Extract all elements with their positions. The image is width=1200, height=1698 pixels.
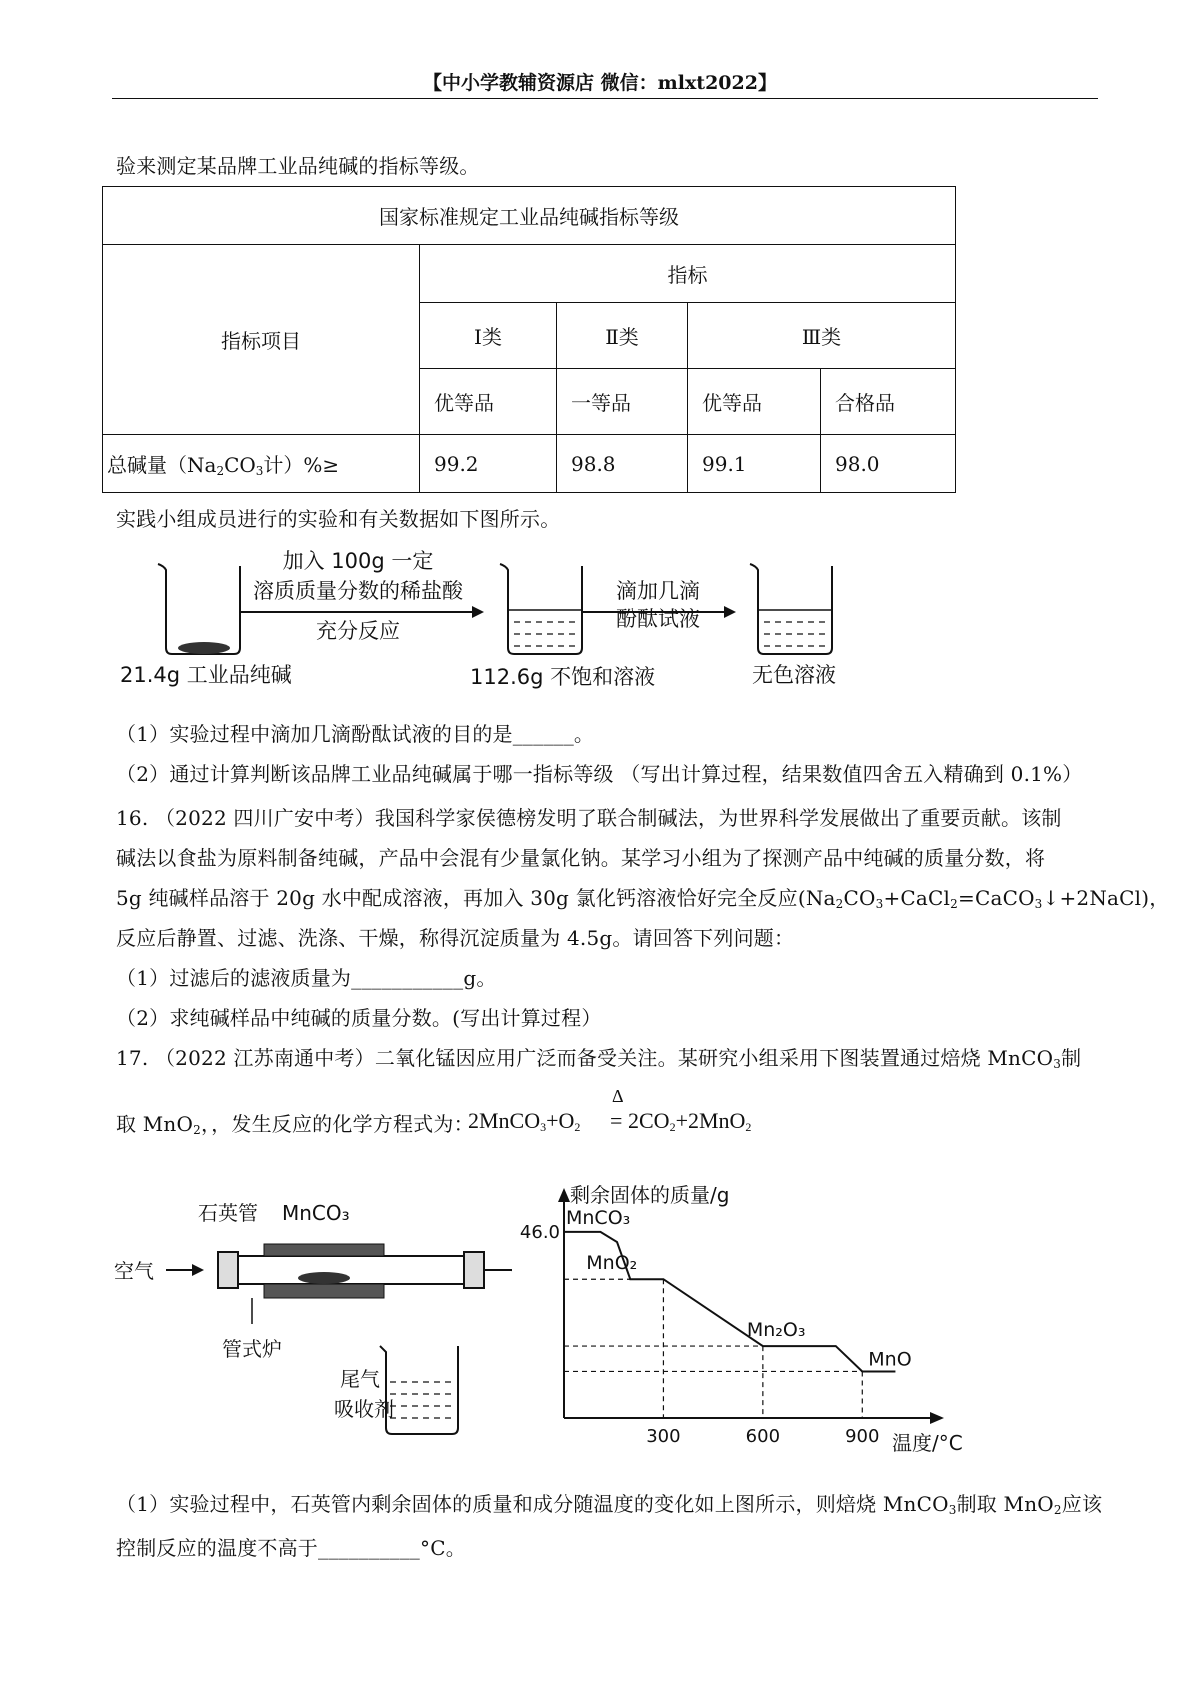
intro-text: 验来测定某品牌工业品纯碱的指标等级。 bbox=[116, 154, 480, 178]
apparatus-diagram bbox=[112, 1196, 512, 1446]
q17-part2: 控制反应的温度不高于__________°C。 bbox=[116, 1536, 466, 1560]
equals-sign: = bbox=[610, 1108, 623, 1133]
row-label: 总碱量（$Na_2CO_3$计）%≥ bbox=[103, 435, 420, 493]
value-cell: 99.2 bbox=[420, 435, 557, 493]
beaker-3 bbox=[750, 564, 832, 654]
grade-cell: 一等品 bbox=[557, 369, 688, 435]
grade-cell: 优等品 bbox=[420, 369, 557, 435]
value-cell: 98.8 bbox=[557, 435, 688, 493]
table-title: 国家标准规定工业品纯碱指标等级 bbox=[103, 187, 956, 245]
q17-part1: （1）实验过程中，石英管内剩余固体的质量和成分随温度的变化如上图所示，则焙烧 MnCO$_3$制取 MnO$_2$应该 bbox=[116, 1492, 1103, 1517]
value-cell: 98.0 bbox=[821, 435, 956, 493]
arrow1-line2: 溶质质量分数的稀盐酸 bbox=[253, 579, 463, 603]
q15-part2: （2）通过计算判断该品牌工业品纯碱属于哪一指标等级 （写出计算过程，结果数值四舍五入精确到 0.1%） bbox=[116, 762, 1083, 786]
q16-line3: 5g 纯碱样品溶于 20g 水中配成溶液，再加入 30g 氯化钙溶液恰好完全反应$(Na_2CO_3+CaCl_2=CaCO_3↓+2NaCl)$， bbox=[116, 886, 1170, 911]
experiment-flow-diagram bbox=[120, 548, 900, 698]
beaker2-label: 112.6g 不饱和溶液 bbox=[470, 665, 656, 689]
beaker3-label: 无色溶液 bbox=[752, 663, 836, 687]
compound-annotation: MnO bbox=[868, 1348, 912, 1371]
furnace-top bbox=[264, 1244, 384, 1256]
q17-line2: 取 MnO$_2$，，发生反应的化学方程式为： bbox=[116, 1112, 474, 1137]
mnco3-sample bbox=[298, 1272, 350, 1284]
index-header: 指标 bbox=[420, 245, 956, 303]
mass-temperature-chart bbox=[512, 1178, 1002, 1458]
absorbent-label: 吸收剂 bbox=[334, 1397, 394, 1421]
stopper-left bbox=[218, 1252, 238, 1288]
compound-annotation: MnCO₃ bbox=[566, 1206, 631, 1229]
item-header: 指标项目 bbox=[103, 245, 420, 435]
furnace-label: 管式炉 bbox=[222, 1337, 282, 1361]
y-axis-label: 剩余固体的质量/g bbox=[570, 1183, 730, 1207]
standards-table bbox=[102, 186, 956, 493]
quartz-tube bbox=[232, 1256, 472, 1284]
arrow1-line3: 充分反应 bbox=[316, 619, 400, 643]
value-cell: 99.1 bbox=[688, 435, 821, 493]
q15-part1: （1）实验过程中滴加几滴酚酞试液的目的是______。 bbox=[116, 722, 595, 746]
furnace-bottom bbox=[264, 1284, 384, 1298]
quartz-label: 石英管 bbox=[198, 1201, 258, 1225]
stopper-right bbox=[464, 1252, 484, 1288]
q16-line4: 反应后静置、过滤、洗涤、干燥，称得沉淀质量为 4.5g。请回答下列问题： bbox=[116, 926, 795, 950]
heat-symbol: Δ bbox=[612, 1086, 624, 1106]
class2-header: Ⅱ类 bbox=[557, 303, 688, 369]
q16-part1: （1）过滤后的滤液质量为___________g。 bbox=[116, 966, 497, 990]
q16-part2: （2）求纯碱样品中纯碱的质量分数。(写出计算过程） bbox=[116, 1006, 602, 1030]
compound-annotation: MnO₂ bbox=[586, 1252, 638, 1275]
y-tick-label: 46.0 bbox=[519, 1221, 560, 1243]
arrow2-line1: 滴加几滴 bbox=[616, 579, 700, 603]
x-tick-label: 300 bbox=[646, 1426, 681, 1447]
x-tick-label: 900 bbox=[845, 1426, 880, 1447]
compound-annotation: Mn₂O₃ bbox=[746, 1319, 806, 1342]
q16-line1: 16. （2022 四川广安中考）我国科学家侯德榜发明了联合制碱法，为世界科学发展做出了重要贡献。该制 bbox=[116, 806, 1062, 830]
beaker-1 bbox=[158, 564, 240, 654]
x-tick-label: 600 bbox=[745, 1426, 781, 1447]
beaker1-label: 21.4g 工业品纯碱 bbox=[120, 663, 292, 687]
arrow2-line2: 酚酞试液 bbox=[616, 607, 700, 631]
mnco3-label: MnCO₃ bbox=[282, 1201, 350, 1225]
air-label: 空气 bbox=[114, 1259, 154, 1283]
grade-cell: 优等品 bbox=[688, 369, 821, 435]
q16-line2: 碱法以食盐为原料制备纯碱，产品中会混有少量氯化钠。某学习小组为了探测产品中纯碱的质量分数，将 bbox=[116, 846, 1046, 870]
class3-header: Ⅲ类 bbox=[688, 303, 956, 369]
tail-gas-label: 尾气 bbox=[340, 1367, 380, 1391]
header-rule bbox=[112, 98, 1098, 99]
reaction-equation: $2MnCO_3+O_2$ Δ = $2CO_2+2MnO_2$ bbox=[468, 1086, 752, 1134]
class1-header: Ⅰ类 bbox=[420, 303, 557, 369]
arrow1-line1: 加入 100g 一定 bbox=[282, 549, 434, 573]
sample-powder bbox=[178, 642, 230, 654]
outlet-tube bbox=[484, 1270, 512, 1436]
page-header: 【中小学教辅资源店 微信：mlxt2022】 bbox=[423, 72, 777, 94]
practice-text: 实践小组成员进行的实验和有关数据如下图所示。 bbox=[116, 507, 561, 531]
grade-cell: 合格品 bbox=[821, 369, 956, 435]
x-axis-label: 温度/°C bbox=[892, 1431, 963, 1455]
q17-line1: 17. （2022 江苏南通中考）二氧化锰因应用广泛而备受关注。某研究小组采用下图装置通过焙烧 MnCO$_3$制 bbox=[116, 1046, 1082, 1071]
beaker-2 bbox=[500, 564, 582, 654]
